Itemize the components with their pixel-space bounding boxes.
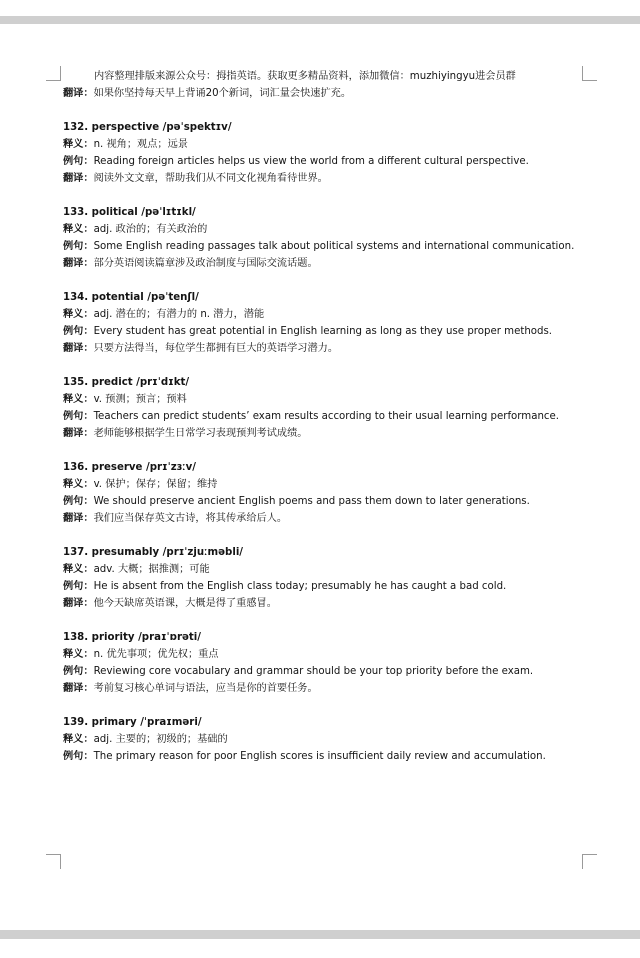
example-text: Teachers can predict students’ exam results according to their usual learning performance. [93,411,560,422]
translation-label: 翻译： [63,598,94,609]
definition-text: adj. 主要的；初级的；基础的 [93,734,228,745]
entry-definition [63,476,583,493]
vocab-entry-136 [63,459,583,527]
definition-label: 释义： [63,734,94,745]
example-label: 例句： [63,326,94,337]
entry-headword: 135. predict /prɪˈdɪkt/ [63,377,190,388]
entry-example [63,578,583,595]
definition-label: 释义： [63,224,94,235]
entry-translation [63,680,583,697]
entry-translation [63,340,583,357]
example-label: 例句： [63,751,94,762]
definition-label: 释义： [63,479,94,490]
entry-definition [63,136,583,153]
vocab-entry-139 [63,714,583,765]
definition-text: n. 视角；观点；远景 [93,139,188,150]
definition-text: adj. 政治的；有关政治的 [93,224,208,235]
entry-definition [63,731,583,748]
crop-mark-top-right [582,66,597,81]
crop-mark-bottom-left [46,854,61,869]
entry-translation [63,170,583,187]
entry-headword: 134. potential /pəˈtenʃl/ [63,292,199,303]
entry-translation [63,510,583,527]
entry-example [63,748,583,765]
entry-example [63,153,583,170]
entry-example [63,238,583,255]
vocab-entry-133 [63,204,583,272]
entry-definition [63,561,583,578]
translation-label: 翻译： [63,258,94,269]
definition-text: adj. 潜在的；有潜力的 n. 潜力，潜能 [93,309,265,320]
translation-text: 只要方法得当，每位学生都拥有巨大的英语学习潜力。 [93,343,339,354]
definition-label: 释义： [63,309,94,320]
source-header: 内容整理排版来源公众号：拇指英语。获取更多精品资料，添加微信：muzhiyingyu进会员群 [94,71,516,82]
vocab-entry-138 [63,629,583,697]
example-label: 例句： [63,666,94,677]
entry-example [63,663,583,680]
definition-text: v. 预测；预言；预料 [93,394,187,405]
translation-label: 翻译： [63,88,94,99]
translation-label: 翻译： [63,513,94,524]
example-label: 例句： [63,496,94,507]
entry-example [63,493,583,510]
translation-text: 他今天缺席英语课，大概是得了重感冒。 [93,598,277,609]
translation-text: 我们应当保存英文古诗，将其传承给后人。 [93,513,288,524]
document-body [63,68,583,765]
example-text: Reviewing core vocabulary and grammar should be your top priority before the exam. [93,666,534,677]
vocab-entry-134 [63,289,583,357]
example-label: 例句： [63,156,94,167]
example-text: We should preserve ancient English poems and pass them down to later generations. [93,496,530,507]
translation-label: 翻译： [63,173,94,184]
vocab-entry-135 [63,374,583,442]
entry-example [63,408,583,425]
translation-text: 阅读外文文章，帮助我们从不同文化视角看待世界。 [93,173,328,184]
translation-text: 老师能够根据学生日常学习表现预判考试成绩。 [93,428,308,439]
translation-label: 翻译： [63,343,94,354]
entry-headword: 132. perspective /pəˈspektɪv/ [63,122,232,133]
example-label: 例句： [63,411,94,422]
entry-headword: 139. primary /ˈpraɪməri/ [63,717,202,728]
translation-label: 翻译： [63,683,94,694]
example-text: Some English reading passages talk about political systems and international communication. [93,241,575,252]
definition-label: 释义： [63,139,94,150]
example-text: Reading foreign articles helps us view the world from a different cultural perspective. [93,156,529,167]
entry-translation [63,255,583,272]
entry-definition [63,646,583,663]
vocab-entry-132 [63,119,583,187]
previous-translation [63,85,583,102]
example-label: 例句： [63,581,94,592]
crop-mark-top-left [46,66,61,81]
crop-mark-bottom-right [582,854,597,869]
definition-text: v. 保护；保存；保留；维持 [93,479,218,490]
entry-translation [63,595,583,612]
definition-label: 释义： [63,394,94,405]
example-text: He is absent from the English class today; presumably he has caught a bad cold. [93,581,507,592]
example-text: Every student has great potential in English learning as long as they use proper methods. [93,326,553,337]
entry-example [63,323,583,340]
entry-headword: 137. presumably /prɪˈzjuːməbli/ [63,547,244,558]
translation-label: 翻译： [63,428,94,439]
entry-definition [63,306,583,323]
entry-headword: 138. priority /praɪˈɒrəti/ [63,632,201,643]
entry-headword: 133. political /pəˈlɪtɪkl/ [63,207,196,218]
translation-text: 考前复习核心单词与语法，应当是你的首要任务。 [93,683,318,694]
definition-text: n. 优先事项；优先权；重点 [93,649,219,660]
definition-label: 释义： [63,564,94,575]
entry-definition [63,221,583,238]
top-page-edge [0,16,640,24]
translation-text: 部分英语阅读篇章涉及政治制度与国际交流话题。 [93,258,318,269]
definition-text: adv. 大概；据推测；可能 [93,564,210,575]
example-text: The primary reason for poor English scores is insufficient daily review and accumulation. [93,751,546,762]
translation-text: 如果你坚持每天早上背诵20个新词，词汇量会快速扩充。 [93,88,352,99]
entry-translation [63,425,583,442]
entry-definition [63,391,583,408]
vocab-entry-137 [63,544,583,612]
definition-label: 释义： [63,649,94,660]
example-label: 例句： [63,241,94,252]
bottom-page-edge [0,930,640,939]
entry-headword: 136. preserve /prɪˈzɜːv/ [63,462,196,473]
